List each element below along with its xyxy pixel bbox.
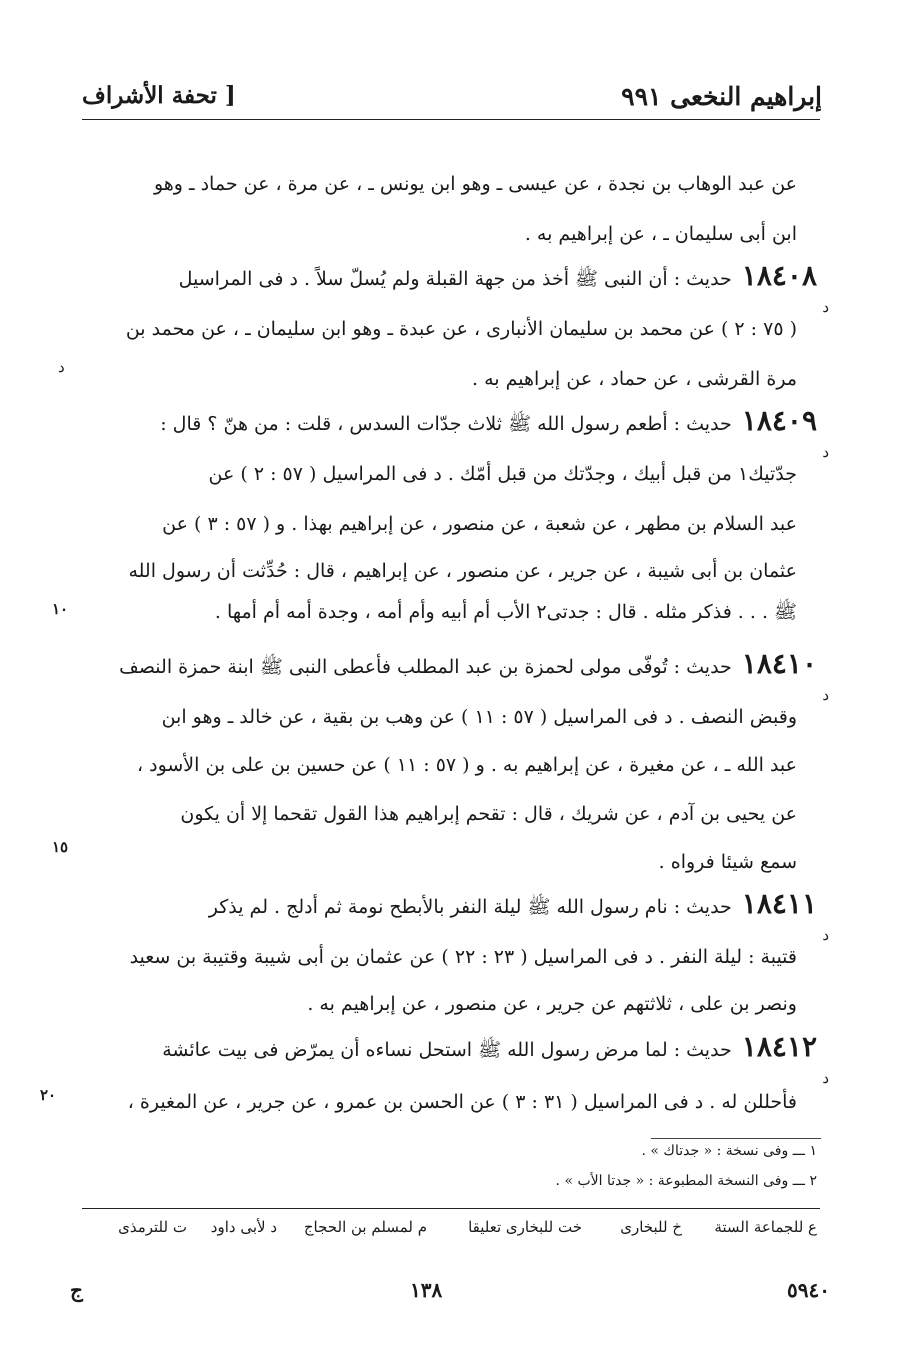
hadith-18411-line bbox=[97, 890, 817, 921]
text-line: فأحللن له . د فى المراسيل ( ٣١ : ٣ ) عن الحسن بن عمرو ، عن جرير ، عن المغيرة ، bbox=[127, 1091, 797, 1113]
text-line: عن يحيى بن آدم ، عن شريك ، قال : تقحم إبراهيم هذا القول تقحما إلا أن يكون bbox=[180, 803, 797, 825]
hadith-18410-line bbox=[97, 650, 817, 681]
d-marker: د bbox=[822, 686, 829, 704]
hadith-text: حديث : أطعم رسول الله ﷺ ثلاث جدّات السدس ، قلت : من هنّ ؟ قال : bbox=[160, 413, 732, 435]
footnote-2: ٢ ـــ وفى النسخة المطبوعة : « جدتا الأب » . bbox=[555, 1173, 817, 1189]
siglum: ت للترمذى bbox=[118, 1218, 187, 1236]
siglum: خت للبخارى تعليقا bbox=[468, 1218, 582, 1236]
page-number: ١٣٨ bbox=[410, 1278, 443, 1302]
siglum: خ للبخارى bbox=[620, 1218, 682, 1236]
siglum: د لأبى داود bbox=[210, 1218, 277, 1236]
volume-mark: ج bbox=[70, 1278, 83, 1302]
hadith-text: حديث : لما مرض رسول الله ﷺ استحل نساءه أن يمرّض فى بيت عائشة bbox=[162, 1039, 732, 1061]
d-marker: د bbox=[822, 1069, 829, 1087]
book-title: [ تحفة الأشراف bbox=[82, 82, 236, 109]
text-line: ﷺ . . . فذكر مثله . قال : جدتى٢ الأب أم أبيه وأم أمه ، وجدة أمه أم أمها . bbox=[214, 601, 797, 623]
d-marker: د bbox=[58, 358, 65, 376]
text-line: وقبض النصف . د فى المراسيل ( ٥٧ : ١١ ) عن وهب بن بقية ، عن خالد ـ وهو ابن bbox=[161, 706, 797, 728]
text-line: ( ٧٥ : ٢ ) عن محمد بن سليمان الأنبارى ، عن عبدة ـ وهو ابن سليمان ـ ، عن محمد بن bbox=[125, 318, 797, 340]
text-line: قتيبة : ليلة النفر . د فى المراسيل ( ٢٣ : ٢٢ ) عن عثمان بن أبى شيبة وقتيبة بن سعيد bbox=[129, 946, 797, 968]
text-line: سمع شيئا فرواه . bbox=[658, 851, 797, 873]
running-title: إبراهيم النخعى ٩٩١ bbox=[621, 82, 822, 111]
text-line: عن عبد الوهاب بن نجدة ، عن عيسى ـ وهو ابن يونس ـ ، عن مرة ، عن حماد ـ وهو bbox=[153, 173, 797, 195]
hadith-text: حديث : تُوفّى مولى لحمزة بن عبد المطلب فأعطى النبى ﷺ ابنة حمزة النصف bbox=[119, 656, 732, 678]
text-line: عبد السلام بن مطهر ، عن شعبة ، عن منصور ، عن إبراهيم بهذا . و ( ٥٧ : ٣ ) عن bbox=[162, 513, 797, 535]
hadith-18412-line bbox=[97, 1033, 817, 1064]
page-header bbox=[82, 78, 822, 118]
hadith-text: حديث : نام رسول الله ﷺ ليلة النفر بالأبطح نومة ثم أدلج . لم يذكر bbox=[208, 896, 732, 918]
text-line: ونصر بن على ، ثلاثتهم عن جرير ، عن منصور ، عن إبراهيم به . bbox=[307, 993, 797, 1015]
hadith-18409-line bbox=[97, 407, 817, 438]
hadith-number: ١٨٤١١ bbox=[741, 890, 817, 920]
line-number: ٢٠ bbox=[40, 1086, 57, 1104]
header-rule bbox=[82, 119, 820, 120]
text-line: عبد الله ـ ، عن مغيرة ، عن إبراهيم به . و ( ٥٧ : ١١ ) عن حسين بن على بن الأسود ، bbox=[136, 754, 797, 776]
d-marker: د bbox=[822, 298, 829, 316]
d-marker: د bbox=[822, 926, 829, 944]
footnote-1: ١ ـــ وفى نسخة : « جدتاك » . bbox=[641, 1143, 817, 1159]
hadith-number: ١٨٤٠٩ bbox=[741, 407, 817, 437]
siglum: ع للجماعة الستة bbox=[714, 1218, 817, 1236]
hadith-number: ١٨٤١٢ bbox=[741, 1033, 817, 1063]
siglum: م لمسلم بن الحجاج bbox=[303, 1218, 427, 1236]
text-line: مرة القرشى ، عن حماد ، عن إبراهيم به . bbox=[472, 368, 797, 390]
text-line: جدّتيك١ من قبل أبيك ، وجدّتك من قبل أمّك . د فى المراسيل ( ٥٧ : ٢ ) عن bbox=[208, 463, 797, 485]
line-number: ١٥ bbox=[52, 838, 69, 856]
hadith-18408-line bbox=[97, 262, 817, 293]
hadith-number: ١٨٤٠٨ bbox=[741, 262, 817, 292]
line-number: ١٠ bbox=[52, 600, 69, 618]
page-footer bbox=[70, 1278, 830, 1312]
item-range: ٥٩٤٠ bbox=[787, 1278, 830, 1302]
sigla-legend bbox=[82, 1218, 817, 1248]
hadith-text: حديث : أن النبى ﷺ أخذ من جهة القبلة ولم يُسلّ سلاً . د فى المراسيل bbox=[178, 268, 732, 290]
footnote-rule bbox=[651, 1138, 821, 1139]
hadith-number: ١٨٤١٠ bbox=[741, 650, 817, 680]
text-line: عثمان بن أبى شيبة ، عن جرير ، عن منصور ، عن إبراهيم ، قال : حُدِّثت أن رسول الله bbox=[128, 560, 797, 582]
text-line: ابن أبى سليمان ـ ، عن إبراهيم به . bbox=[524, 223, 797, 245]
d-marker: د bbox=[822, 443, 829, 461]
sigla-rule bbox=[82, 1208, 820, 1209]
